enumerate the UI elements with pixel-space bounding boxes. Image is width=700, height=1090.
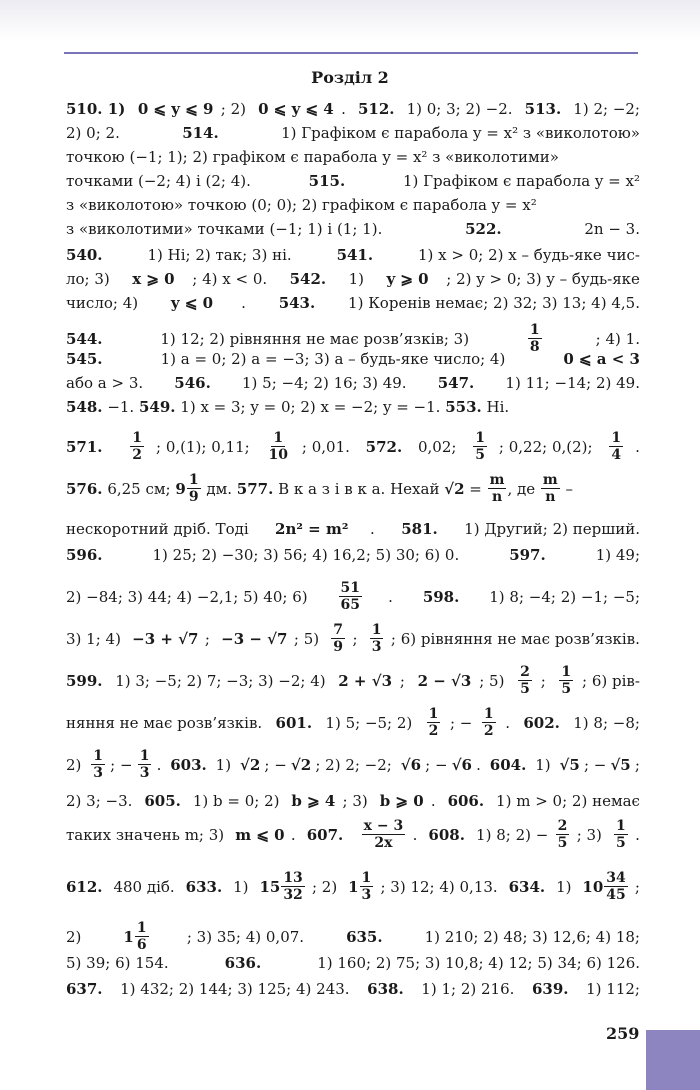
answer-text: ; − (449, 713, 473, 732)
problem-number: 635. (346, 927, 383, 946)
problem-number: 606. (447, 792, 485, 810)
answer-text: 1) 0; 3; 2) −2. (401, 100, 518, 118)
fraction: $\frac{7}{9}$ (333, 622, 344, 655)
answer-text: ; (634, 877, 640, 896)
problem-number: 612. (66, 877, 103, 896)
mixed-number: 1 $\frac{1}{6}$ (123, 920, 147, 953)
answer-text: число; 4) (66, 294, 143, 312)
problem-number: 547. (437, 374, 475, 392)
answer-text: 1) 49; (590, 546, 640, 564)
fraction: $\frac{1}{5}$ (475, 430, 485, 463)
answer-text: . (430, 792, 441, 810)
radical-expression: √5 (559, 755, 580, 774)
answer-text: ; (352, 629, 363, 648)
text-line (66, 792, 640, 810)
problem-number: 522. (465, 220, 502, 238)
answer-text (114, 438, 119, 456)
mixed-number: 10 $\frac{34}{45}$ (582, 870, 626, 903)
answer-text: ; 5) (479, 671, 510, 690)
text-line (66, 980, 640, 998)
answer-text: таких значень m; 3) (66, 825, 229, 844)
mixed-number: 1 $\frac{1}{3}$ (348, 870, 372, 903)
text-line (66, 472, 640, 505)
fraction: $\frac{1}{2}$ (132, 430, 143, 463)
answer-text: ; 3) (576, 825, 607, 844)
problem-number: 598. (422, 587, 460, 606)
bold-answer: y ⩽ 0 (170, 294, 214, 312)
answer-text: 1) (551, 877, 577, 896)
radical-expression: −3 − √7 (221, 629, 288, 648)
problem-number: 604. (489, 755, 527, 774)
answer-text: 1) 1; 2) 216. (416, 980, 520, 998)
answer-text: В к а з і в к а. Нехай (273, 479, 445, 498)
text-line (66, 430, 640, 463)
radical-expression: √2 (239, 755, 261, 774)
top-shade (0, 0, 700, 40)
fraction: $\frac{1}{10}$ (268, 430, 288, 463)
problem-number: 513. (524, 100, 562, 118)
problem-number: 576. (66, 479, 103, 498)
answer-text: ; 3) 12; 4) 0,13. (380, 877, 503, 896)
answer-text: 1) x > 0; 2) x – будь-яке чис- (413, 246, 640, 264)
answer-text: 480 діб. (108, 877, 180, 896)
answer-text: 1) Коренів немає; 2) 32; 3) 13; 4) 4,5. (343, 294, 640, 312)
answer-text: 1) m > 0; 2) немає (491, 792, 640, 810)
header-rule (64, 52, 638, 54)
bold-answer: m ⩽ 0 (235, 825, 285, 844)
answer-text: ; 3) 35; 4) 0,07. (186, 927, 309, 946)
answer-text: . (341, 100, 351, 118)
answer-text: 2) 0; 2. (66, 124, 125, 142)
answer-text: ; 4) 1. (595, 329, 640, 348)
answer-text: 1) 432; 2) 144; 3) 125; 4) 243. (115, 980, 355, 998)
answer-text: точками (−2; 4) і (2; 4). (66, 172, 256, 190)
text-line (66, 706, 640, 739)
fraction: $\frac{1}{3}$ (139, 748, 150, 781)
answer-text: ; − (110, 755, 133, 774)
problem-number: 571. (66, 437, 103, 456)
fraction: $\frac{2}{5}$ (557, 818, 568, 851)
answer-text: ; 2) 2; −2; (315, 755, 397, 774)
text-line (66, 172, 640, 190)
answer-text: 1) (343, 270, 369, 288)
answer-text: ; − (425, 755, 448, 774)
answer-text: ; (634, 755, 640, 774)
fraction: $\frac{1}{5}$ (561, 664, 572, 697)
answer-text: Ні. (481, 398, 510, 416)
answer-text: 1) Другий; 2) перший. (459, 520, 640, 538)
text-line (66, 748, 640, 781)
answer-text: ; 5) (293, 629, 324, 648)
radical-expression: 2 − √3 (417, 671, 472, 690)
radical-expression: √6 (400, 755, 422, 774)
answer-text: 1) 8; −8; (568, 713, 640, 732)
answer-text: ; 3) (342, 792, 373, 810)
problem-number: 599. (66, 671, 103, 690)
fraction: $\frac{51}{65}$ (340, 580, 360, 613)
problem-number: 545. (66, 350, 103, 368)
answer-text: 1) a = 0; 2) a = −3; 3) a – будь-яке число; 4) (155, 350, 511, 368)
answer-text: 6,25 см; (102, 479, 176, 498)
answer-text: 2) −84; 3) 44; 4) −2,1; 5) 40; 6) (66, 587, 313, 606)
answer-text: нескоротний дріб. Тоді (66, 520, 254, 538)
section-title: Розділ 2 (311, 68, 389, 87)
bold-answer: b ⩾ 4 (291, 792, 336, 810)
problem-number: 638. (367, 980, 404, 998)
radical-expression: −3 + √7 (132, 629, 199, 648)
answer-text: 3) 1; 4) (66, 629, 126, 648)
answer-text: ло; 3) (66, 270, 115, 288)
problem-number: 514. (182, 124, 219, 142)
answer-text: . (241, 294, 251, 312)
bold-answer: b ⩾ 0 (379, 792, 424, 810)
answer-text: 1) 160; 2) 75; 3) 10,8; 4) 12; 5) 34; 6) 126. (312, 954, 640, 972)
answer-text: . (635, 825, 640, 844)
answer-text: 1) 112; (581, 980, 640, 998)
text-line (66, 870, 640, 903)
text-line (66, 148, 640, 166)
fraction: $\frac{x - 3}{2x}$ (363, 818, 404, 851)
problem-number: 577. (236, 479, 274, 498)
fraction: $\frac{1}{3}$ (371, 622, 382, 655)
answer-text: ; (204, 629, 215, 648)
answer-text: точкою (−1; 1); 2) графіком є парабола y = x² з «виколотими» (66, 148, 559, 166)
answer-text: ; 2) (311, 877, 342, 896)
answer-text: 1) 25; 2) −30; 3) 56; 4) 16,2; 5) 30; 6) 0. (147, 546, 464, 564)
answer-text: . (412, 825, 423, 844)
answer-text: ; 2) y > 0; 3) y – будь-яке (446, 270, 640, 288)
text-line (66, 270, 640, 288)
bold-answer: 2n² = m² (275, 520, 349, 538)
fraction: $\frac{m}{n}$ (542, 472, 558, 505)
answer-text: . (635, 437, 640, 456)
text-line (66, 520, 640, 538)
answer-text: . (505, 713, 515, 732)
fraction: $\frac{1}{4}$ (611, 430, 622, 463)
text-line (66, 398, 640, 416)
answer-text: – (560, 479, 573, 498)
problem-number: 512. (357, 100, 395, 118)
fraction: $\frac{1}{3}$ (93, 748, 104, 781)
text-line (66, 920, 640, 953)
answer-text: ; − (264, 755, 287, 774)
answer-text: 1) 11; −14; 2) 49. (500, 374, 640, 392)
bold-answer: x ⩾ 0 (132, 270, 175, 288)
answer-text: 1) 2; −2; (568, 100, 640, 118)
text-line (66, 220, 640, 238)
answer-text: ; (399, 671, 410, 690)
answer-text: 2n − 3. (579, 220, 640, 238)
radical-expression: √6 (451, 755, 472, 774)
problem-number: 542. (289, 270, 327, 288)
problem-number: 540. (66, 246, 103, 264)
text-line (66, 954, 640, 972)
problem-number: 581. (401, 520, 438, 538)
answer-text: 2) 3; −3. (66, 792, 138, 810)
answer-text: 1) (530, 755, 556, 774)
answer-text: −1. (102, 398, 139, 416)
problem-number: 603. (170, 755, 207, 774)
text-line (66, 350, 640, 368)
text-line (66, 818, 640, 851)
radical-expression: √5 (610, 755, 631, 774)
answer-text: . (476, 755, 486, 774)
problem-number: 572. (365, 437, 403, 456)
text-line (66, 664, 640, 697)
text-line (66, 622, 640, 655)
answer-text: ; 0,01. (301, 437, 355, 456)
answer-text: , де (507, 479, 540, 498)
answer-text: . (388, 587, 398, 606)
answer-text: няння не має розв’язків. (66, 713, 267, 732)
answer-text: ; 6) рівняння не має розв’язків. (390, 629, 640, 648)
fraction: $\frac{1}{2}$ (483, 706, 494, 739)
answer-text: 1) (210, 755, 236, 774)
answer-text: 1) x = 3; y = 0; 2) x = −2; y = −1. (175, 398, 446, 416)
problem-number: 605. (144, 792, 181, 810)
text-line (66, 580, 640, 613)
answer-text: ; − (583, 755, 607, 774)
answer-text: 1) 210; 2) 48; 3) 12,6; 4) 18; (419, 927, 640, 946)
text-line (66, 374, 640, 392)
text-line (66, 246, 640, 264)
problem-number: 634. (508, 877, 546, 896)
problem-number: 608. (428, 825, 465, 844)
answer-text: . (370, 520, 380, 538)
problem-number: 541. (336, 246, 374, 264)
problem-number: 597. (509, 546, 546, 564)
problem-number: 544. (66, 329, 103, 348)
mixed-number: 15 $\frac{13}{32}$ (259, 870, 303, 903)
answer-text: ; 6) рів- (582, 671, 640, 690)
radical-expression: √2 (290, 755, 312, 774)
bold-answer: 0 ⩽ a < 3 (563, 350, 640, 368)
answer-text: = (464, 479, 487, 498)
fraction: $\frac{1}{5}$ (616, 818, 626, 851)
answer-text: 0,02; (413, 437, 462, 456)
fraction: $\frac{1}{2}$ (428, 706, 439, 739)
answer-text: . (156, 755, 167, 774)
problem-number: 637. (66, 980, 103, 998)
problem-number: 515. (308, 172, 346, 190)
radical-expression: √2 (444, 479, 465, 498)
answer-text (350, 826, 355, 844)
answer-text: 1) 5; −5; 2) (320, 713, 418, 732)
problem-number: 553. (445, 398, 482, 416)
answer-text: або a > 3. (66, 374, 148, 392)
answer-text: з «виколотою» точкою (0; 0); 2) графіком є парабола y = x² (66, 196, 537, 214)
radical-expression: 2 + √3 (338, 671, 393, 690)
answer-text: 1) Ні; 2) так; 3) ні. (142, 246, 297, 264)
text-line (66, 546, 640, 564)
problem-number: 633. (185, 877, 223, 896)
problem-number: 607. (306, 825, 344, 844)
answer-text: ; 4) x < 0. (192, 270, 272, 288)
answer-text: 1) (228, 877, 254, 896)
page-number: 259 (606, 1024, 640, 1043)
problem-number: 636. (224, 954, 262, 972)
problem-number: 596. (66, 546, 103, 564)
problem-number: 510. 1) (66, 100, 131, 118)
answer-text: дм. (201, 479, 237, 498)
answer-text: ; 0,22; 0,(2); (498, 437, 598, 456)
answer-text: . (290, 825, 301, 844)
answer-text: ; 0,(1); 0,11; (156, 437, 255, 456)
bold-answer: 0 ⩽ y ⩽ 4 (258, 100, 334, 118)
text-line (66, 124, 640, 142)
problem-number: 602. (523, 713, 560, 732)
answer-text: 1) 3; −5; 2) 7; −3; 3) −2; 4) (110, 671, 331, 690)
problem-number: 639. (532, 980, 569, 998)
mixed-number: 9 $\frac{1}{9}$ (175, 472, 199, 505)
problem-number: 549. (138, 398, 176, 416)
answer-text: 1) 8; 2) − (471, 825, 549, 844)
answer-text: 1) 12; 2) рівняння не має розв’язків; 3) (155, 329, 474, 348)
answer-text: 5) 39; 6) 154. (66, 954, 174, 972)
answer-text: 2) (66, 755, 87, 774)
answer-text: ; 2) (220, 100, 251, 118)
answer-text: 1) Графіком є парабола y = x² (398, 172, 640, 190)
answer-text: з «виколотими» точками (−1; 1) і (1; 1). (66, 220, 388, 238)
text-line (66, 100, 640, 118)
problem-number: 548. (66, 398, 103, 416)
text-line (66, 196, 640, 214)
bold-answer: y ⩾ 0 (386, 270, 429, 288)
page-tab (646, 1030, 700, 1090)
answer-text: 1) 5; −4; 2) 16; 3) 49. (237, 374, 412, 392)
answer-text: 2) (66, 927, 87, 946)
text-line (66, 294, 640, 312)
fraction: $\frac{1}{8}$ (529, 322, 540, 355)
bold-answer: 0 ⩽ y ⩽ 9 (137, 100, 214, 118)
problem-number: 601. (275, 713, 313, 732)
fraction: $\frac{m}{n}$ (489, 472, 505, 505)
answer-text: 1) Графіком є парабола y = x² з «виколотою» (276, 124, 640, 142)
problem-number: 543. (278, 294, 316, 312)
answer-text: 1) 8; −4; 2) −1; −5; (484, 587, 640, 606)
fraction: $\frac{2}{5}$ (520, 664, 530, 697)
answer-text: ; (540, 671, 551, 690)
answer-text: 1) b = 0; 2) (188, 792, 285, 810)
problem-number: 546. (174, 374, 211, 392)
